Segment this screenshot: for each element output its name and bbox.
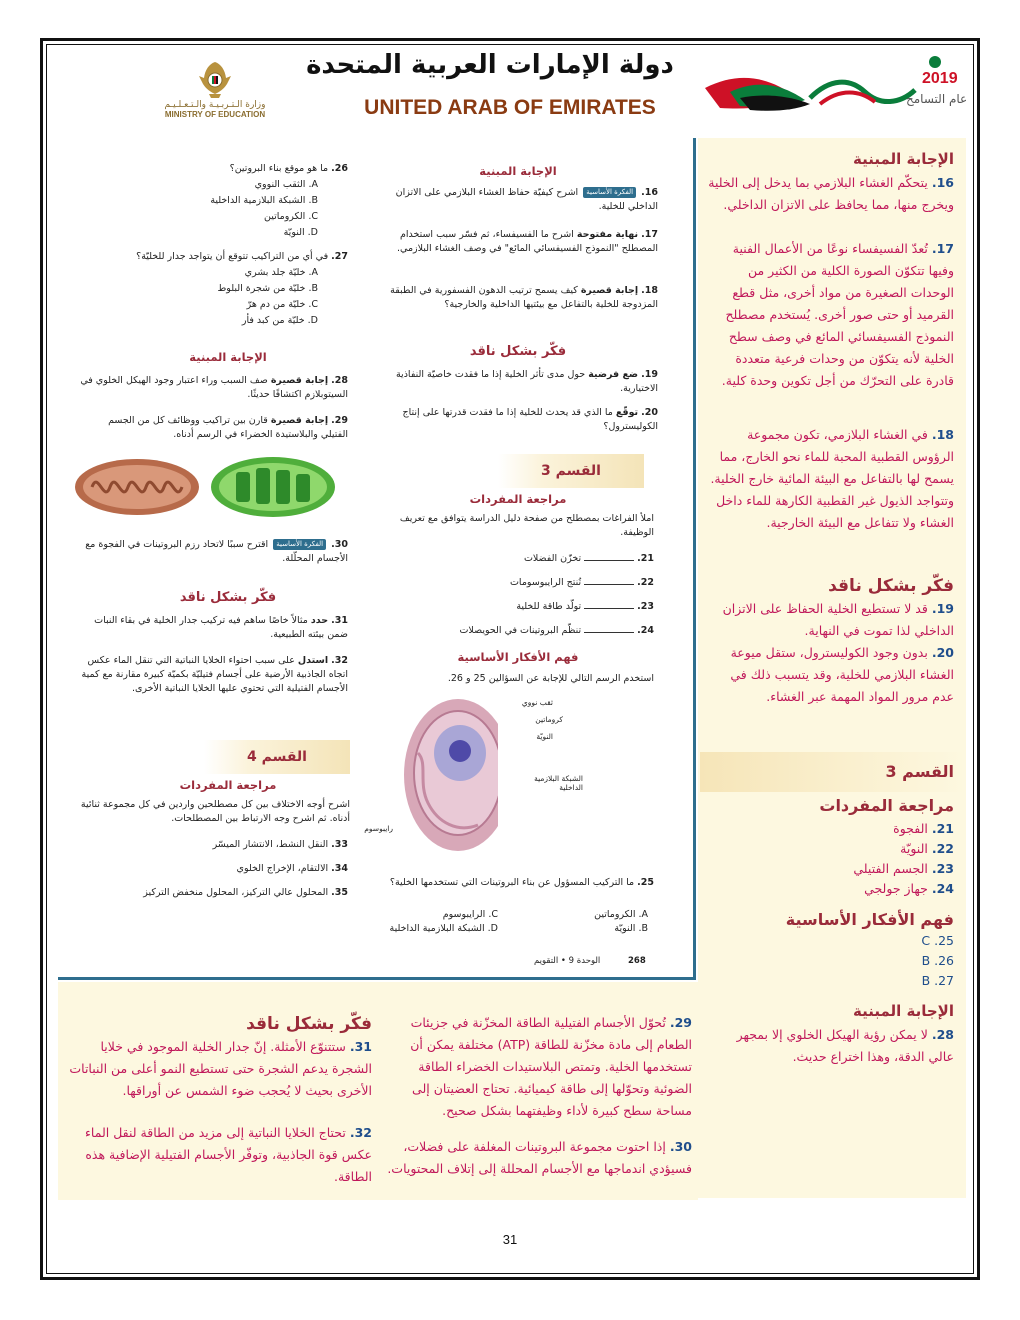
q25-option-b: B. النويّة [614, 923, 648, 934]
q26-option-a: A. الثقب النووي [254, 179, 318, 190]
left-vocab-instructions: اشرح أوجه الاختلاف بين كل مصطلحين واردين في كل مجموعة ثنائية أدناه. ثم اشرح وجه الارتباط بين المصطلحات. [80, 799, 350, 824]
chloroplast-image [208, 454, 338, 520]
ministry-name-en: MINISTRY OF EDUCATION [164, 110, 266, 119]
answer-27: B .27 [921, 973, 954, 988]
question-27: 27. في أي من التراكيب تتوقع أن يتواجد جدار للخليّة؟ [136, 251, 348, 262]
section-4-tab: القسم 4 [204, 740, 350, 774]
answer-17: 17. تُعدّ الفسيفساء نوعًا من الأعمال الفنية وفيها تتكوّن الصورة الكلية من الكثير من الوحدات الصغيرة من مواد أخرى، مثل قطع القرميد أو حتى صور أخرى. يُستخدم مصطلح النموذج الفسيفسائي المائع في وصف سطح الخلية لأنه يتكوّن من وحدات فرعية متعددة قادرة على التحرّك من أجل تكوين وحدة كلية. [721, 241, 954, 388]
textbook-page-image [58, 138, 696, 980]
left-heading-built-answer: الإجابة المبنية [189, 350, 267, 364]
main-idea-badge-2: الفكرة الأساسية [273, 539, 326, 550]
label-er: الشبكة البلازمية الداخلية [534, 774, 583, 792]
answers-heading-vocab: مراجعة المفردات [819, 796, 954, 815]
answers-heading-main-ideas: فهم الأفكار الأساسية [785, 910, 954, 929]
answer-21: 21. الفجوة [893, 821, 954, 836]
q27-option-d: D. خليّة من كبد فأر [241, 315, 318, 326]
mid-heading-built-answer: الإجابة المبنية [479, 164, 557, 178]
answer-24: 24. جهاز جولجي [864, 881, 954, 896]
question-24: 24.تنظّم البروتينات في الحويصلات [459, 625, 654, 636]
q27-option-c: C. خليّة من دم هرّ [246, 299, 318, 310]
answer-16: 16. يتحكّم الغشاء البلازمي بما يدخل إلى الخلية ويخرج منها، مما يحافظ على الاتزان الداخلي. [708, 175, 954, 212]
q27-option-b: B. خليّة من شجرة البلوط [217, 283, 318, 294]
question-20: 20. توقّع ما الذي قد يحدث للخلية إذا ما فقدت قدرتها على إنتاج الكوليسترول؟ [402, 407, 658, 432]
question-22: 22.تُنتج الرايبوسومات [509, 577, 654, 588]
section-3-tab: القسم 3 [498, 454, 644, 488]
header-title: دولة الإمارات العربية المتحدة [306, 50, 674, 80]
logo-year: 2019 [922, 70, 958, 87]
q25-option-c: C. الرايبوسوم [442, 909, 498, 920]
left-heading-critical-thinking: فكّر بشكل ناقد [179, 590, 277, 605]
answer-20: 20. بدون وجود الكوليسترول، ستقل ميوعة الغشاء البلازمي للخلية، وقد يتسبب ذلك في عدم مرور المواد المهمة عبر الغشاء. [730, 645, 954, 704]
left-heading-vocab-review: مراجعة المفردات [179, 778, 277, 792]
book-page-number: 268 [628, 956, 646, 966]
q25-option-a: A. الكروماتين [594, 909, 648, 920]
vocab-instructions: املأ الفراغات بمصطلح من صفحة دليل الدراسة يتوافق مع تعريف الوظيفة. [399, 513, 654, 538]
question-35: 35. المحلول عالي التركيز، المحلول منخفض التركيز [143, 887, 348, 898]
question-23: 23.تولّد طاقة للخلية [516, 601, 654, 612]
question-17: 17. نهاية مفتوحة اشرح ما الفسيفساء، ثم فسّر سبب استخدام المصطلح "النموذج الفسيفسائي المائع" في وصف الغشاء البلازمي. [397, 229, 658, 254]
q26-option-b: B. الشبكة البلازمية الداخلية [210, 195, 318, 206]
mid-heading-vocab-review: مراجعة المفردات [469, 492, 567, 506]
question-34: 34. الالتقام، الإخراج الخلوي [236, 863, 348, 874]
header-subtitle: UNITED ARAB OF EMIRATES [364, 96, 656, 119]
answer-30: 30. إذا احتوت مجموعة البروتينات المغلفة على فضلات، فسيؤدي اندماجها مع الأجسام المحللة إلى إتلاف المحتويات. [387, 1139, 692, 1176]
answer-26: B .26 [921, 953, 954, 968]
question-19: 19. ضع فرضية حول مدى تأثر الخلية إذا ما فقدت خاصيّة النفاذية الاختيارية. [395, 369, 658, 394]
question-26: 26. ما هو موقع بناء البروتين؟ [229, 163, 348, 174]
mitochondrion-image [72, 456, 202, 518]
q26-option-c: C. الكروماتين [263, 211, 318, 222]
answers-heading-built-2: الإجابة المبنية [852, 1002, 954, 1020]
question-18: 18. إجابة قصيرة كيف يسمح ترتيب الدهون الفسفورية في الطبقة المزدوجة للخلية بالتفاعل مع بيئتيها الداخلية والخارجية؟ [390, 285, 658, 310]
question-28: 28. إجابة قصيرة صف السبب وراء اعتبار وجود الهيكل الخلوي في السيتوبلازم اكتشافًا حديثًا. [80, 375, 348, 400]
label-chromatin: كروماتين [535, 715, 563, 724]
book-footer: الوحدة 9 • التقويم [534, 956, 601, 966]
nucleus-diagram [388, 693, 498, 858]
label-nuclear-pore: ثقب نووي [521, 698, 553, 707]
answer-18: 18. في الغشاء البلازمي، تكون مجموعة الرؤوس القطبية المحبة للماء نحو الخارج، مما يسمح لها بالتفاعل مع البيئة المائية خارج الخلية. وتتواجد الذيول غير القطبية الكارهة للماء داخل الغشاء ولا تتفاعل مع البيئة الخارجية. [710, 427, 954, 530]
answers-section-3-header: القسم 3 [700, 752, 966, 792]
q25-option-d: D. الشبكة البلازمية الداخلية [389, 923, 498, 934]
label-nucleolus: النويّة [536, 732, 553, 741]
year-of-tolerance-logo [700, 48, 970, 128]
logo-text: عام التسامح [906, 92, 968, 106]
answer-19: 19. قد لا تستطيع الخلية الحفاظ على الاتزان الداخلي لذا تموت في النهاية. [722, 601, 954, 638]
question-33: 33. النقل النشط، الانتشار الميسّر [212, 839, 348, 850]
answer-29: 29. تُحوّل الأجسام الفتيلية الطاقة المخزّنة في جزيئات الطعام إلى مادة مخزّنة للطاقة (ATP) مختلفة يمكن أن تستخدمها الخلية. وتمتص البلاستيدات الخضراء الطاقة الضوئية وتحوّلها إلى طاقة كيميائية. تحتاج العضيتان إلى مساحة سطح كبيرة لأداء وظيفتهما بشكل صحيح. [410, 1015, 692, 1118]
label-ribosome: رايبوسوم [364, 824, 393, 833]
ministry-logo [160, 58, 270, 119]
question-29: 29. إجابة قصيرة قارن بين تراكيب ووظائف كل من الجسم الفتيلي والبلاستيدة الخضراء في الرسم أدناه. [108, 415, 348, 440]
question-16: 16. الفكرة الأساسية اشرح كيفيّة حفاظ الغشاء البلازمي على الاتزان الداخلي للخلية. [395, 187, 658, 212]
question-21: 21.تخزّن الفضلات [523, 553, 654, 564]
answers-heading-critical: فكّر بشكل ناقد [828, 576, 954, 596]
question-30: 30. الفكرة الأساسية اقترح سببًا لاتحاد رزم البروتينات في الفجوة مع الأجسام المحلّلة. [85, 539, 348, 564]
answer-22: 22. النويّة [900, 841, 954, 856]
answers-heading-built: الإجابة المبنية [852, 150, 954, 168]
answer-28: 28. لا يمكن رؤية الهيكل الخلوي إلا بمجهر عالي الدقة، وهذا اختراع حديث. [736, 1027, 954, 1064]
q26-option-d: D. النويّة [283, 227, 318, 238]
page-number: 31 [502, 1232, 518, 1247]
answer-31: 31. ستتنوّع الأمثلة. إنّ جدار الخلية الموجود في خلايا الشجرة يدعم الشجرة حتى تستطيع النمو أعلى من النباتات الأخرى بحيث لا يُحجب ضوء الشمس عن أوراقها. [69, 1039, 372, 1098]
mid-heading-critical-thinking: فكّر بشكل ناقد [469, 344, 567, 359]
answer-23: 23. الجسم الفتيلي [853, 861, 954, 876]
answer-32: 32. تحتاج الخلايا النباتية إلى مزيد من الطاقة لنقل الماء عكس قوة الجاذبية، وتوفّر الأجسام الفتيلية الإضافية هذه الطاقة. [85, 1125, 372, 1184]
answer-25: C .25 [921, 933, 954, 948]
question-32: 32. استدل على سبب احتواء الخلايا النباتية التي تنقل الماء عكس اتجاه الجاذبية الأرضية على أجسام فتيليّة بكميّة كبيرة مقارنة مع كمية الأجسام الفتيلية التي تحتوي عليها الخلايا النباتية الأخرى. [81, 655, 348, 694]
question-31: 31. حدد مثالاً خاصًا ساهم فيه تركيب جدار الخلية في بقاء النبات ضمن بيئته الطبيعية. [94, 615, 348, 640]
mid-heading-main-ideas: فهم الأفكار الأساسية [457, 650, 579, 664]
main-idea-badge: الفكرة الأساسية [583, 187, 636, 198]
ministry-name-ar: وزارة الـتـربـيـة والـتـعـلـيـم [164, 100, 266, 110]
bottom-heading-critical: فكّر بشكل ناقد [246, 1014, 372, 1034]
question-25: 25. ما التركيب المسؤول عن بناء البروتينات التي تستخدمها الخلية؟ [389, 877, 654, 888]
uae-emblem-icon [195, 58, 235, 100]
diagram-instructions: استخدم الرسم التالي للإجابة عن السؤالين 25 و 26. [447, 673, 654, 684]
q27-option-a: A. خليّة جلد بشري [244, 267, 318, 278]
